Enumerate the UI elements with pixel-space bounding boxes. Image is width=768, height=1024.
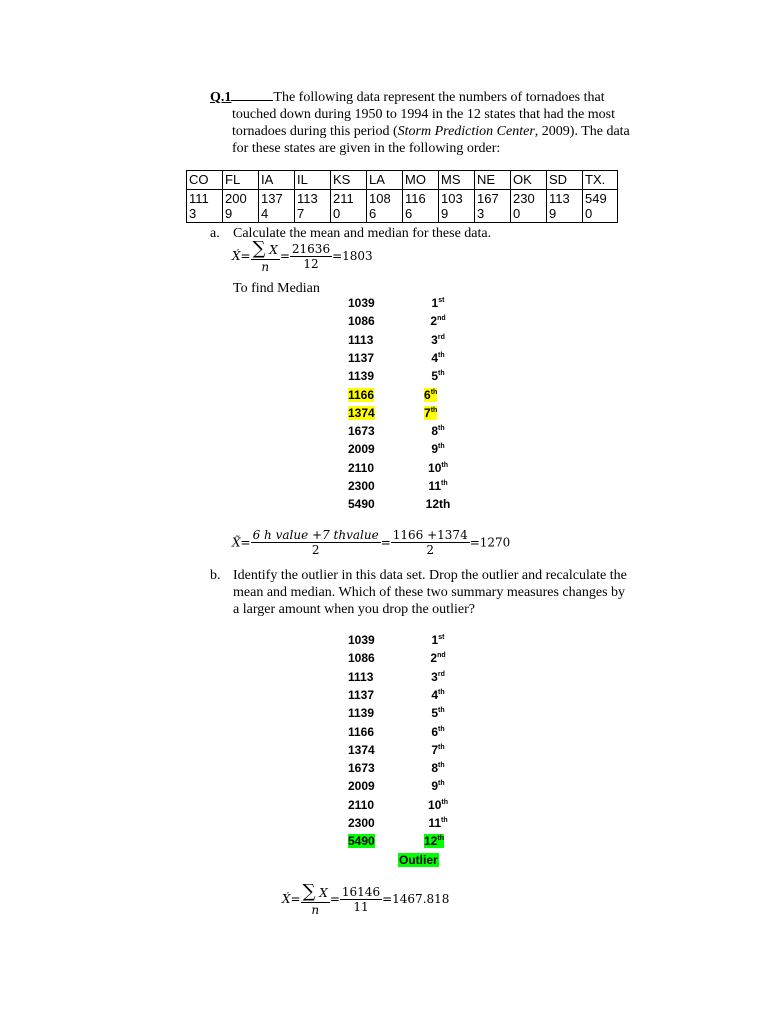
equals: = (240, 535, 251, 550)
count-value: 11 (353, 899, 369, 914)
source-citation: Storm Prediction Center (397, 124, 535, 139)
state-value-top: 113 (549, 191, 570, 206)
median-result: =1270 (469, 535, 511, 550)
rank-ordinal (418, 761, 458, 775)
rank-value: 2009 (348, 779, 375, 794)
rank-value: 1113 (348, 332, 374, 347)
state-header-cell: MS (439, 171, 475, 190)
state-header-cell: KS (331, 171, 367, 190)
state-value-cell (583, 190, 618, 223)
highlighted-value: 5490 (348, 834, 375, 849)
rank-value: 1113 (348, 669, 374, 684)
state-value-cell (367, 190, 403, 223)
state-value-cell (511, 190, 547, 223)
rank-ordinal-number: 11 (428, 479, 442, 493)
equals: = (279, 249, 290, 263)
state-value-top: 116 (405, 191, 426, 206)
rank-ordinal-suffix: nd (437, 315, 446, 323)
rank-ordinal-suffix: th (438, 725, 445, 733)
rank-ordinal (418, 798, 458, 812)
rank-ordinal-number: 8 (431, 761, 439, 776)
state-value-top: 108 (369, 191, 391, 206)
state-value-bottom: 7 (297, 206, 305, 221)
rank-row (348, 688, 468, 705)
question-text-3a: tornadoes during this period ( (232, 124, 398, 139)
position-denominator: 2 (311, 543, 320, 557)
state-value-top: 137 (261, 191, 283, 206)
question-line-4: for these states are given in the following order: (232, 141, 501, 156)
state-header-cell: IA (259, 171, 295, 190)
mean-symbol: X́ (282, 892, 291, 906)
mean-result: =1803 (332, 249, 373, 263)
rank-ordinal (418, 333, 458, 347)
rank-row (348, 333, 468, 350)
rank-ordinal-number: 1 (431, 296, 439, 310)
outlier-label: Outlier (399, 852, 438, 867)
rank-ordinal-number: 5 (431, 369, 439, 384)
rank-ordinal (418, 351, 458, 365)
state-value-bottom: 6 (405, 206, 413, 221)
sigma-symbol: ∑ (302, 881, 316, 902)
rank-ordinal-number: 11 (428, 816, 442, 830)
rank-ordinal-number: 2 (430, 651, 438, 666)
sum-value: 16146 (341, 884, 381, 899)
rank-value: 1673 (348, 761, 375, 776)
state-value-bottom: 9 (225, 206, 233, 221)
rank-row (348, 798, 468, 815)
state-value-cell (259, 190, 295, 223)
rank-row (348, 424, 468, 441)
state-value-bottom: 0 (513, 206, 521, 221)
rank-ordinal (424, 388, 437, 402)
sum-variable: X (269, 243, 278, 257)
rank-row (348, 816, 468, 833)
rank-ordinal-number: 2 (430, 314, 438, 329)
state-header-cell: IL (295, 171, 331, 190)
rank-ordinal (418, 461, 458, 475)
rank-ordinal (418, 424, 458, 438)
state-value-cell (547, 190, 583, 223)
median-formula (232, 528, 510, 568)
rank-value: 2110 (348, 797, 375, 812)
rank-row (348, 706, 468, 723)
sigma-symbol: ∑ (252, 238, 266, 259)
rank-value: 2110 (348, 460, 375, 475)
question-line-1 (210, 88, 680, 106)
rank-ordinal-number: 6 (424, 387, 431, 402)
state-value-top: 230 (513, 191, 535, 206)
median-symbol: X̃ (232, 535, 241, 550)
part-b-line-2: mean and median. Which of these two summary measures changes by (233, 585, 626, 600)
mean-symbol: X́ (232, 249, 241, 263)
state-value-top: 200 (225, 191, 247, 206)
rank-ordinal-suffix: nd (437, 652, 446, 660)
sorted-values-list-a (348, 296, 468, 516)
rank-value: 2300 (348, 479, 375, 493)
rank-ordinal-suffix: th (438, 762, 445, 770)
rank-row (348, 351, 468, 368)
state-value-bottom: 0 (333, 206, 341, 221)
rank-ordinal (418, 479, 458, 493)
equals: = (290, 892, 301, 906)
rank-ordinal (418, 442, 458, 456)
rank-ordinal (418, 779, 458, 793)
rank-value: 2009 (348, 442, 375, 457)
rank-ordinal (424, 406, 437, 420)
rank-row (348, 479, 468, 496)
rank-ordinal-suffix: st (438, 297, 445, 304)
state-value-bottom: 0 (585, 206, 593, 221)
part-b-line-3: a larger amount when you drop the outlier? (233, 602, 475, 617)
sum-fraction (301, 881, 330, 917)
rank-ordinal (418, 816, 458, 830)
rank-ordinal-number: 4 (431, 350, 439, 365)
rank-row (348, 388, 468, 405)
rank-value (348, 834, 375, 848)
state-header-cell: OK (511, 171, 547, 190)
question-line-2: touched down during 1950 to 1994 in the 12 states that had the most (232, 107, 616, 122)
value-fraction (290, 242, 332, 271)
highlighted-value: 1166 (348, 387, 375, 402)
rank-ordinal (418, 369, 458, 383)
median-denominator: 2 (426, 543, 435, 557)
rank-ordinal-suffix: th (438, 351, 445, 359)
rank-ordinal-suffix: rd (437, 333, 445, 341)
rank-ordinal-number: 8 (431, 424, 439, 439)
state-header-cell: LA (367, 171, 403, 190)
rank-value: 1137 (348, 350, 375, 365)
median-numerator: 1166 +1374 (392, 528, 468, 542)
state-value-top: 111 (189, 191, 209, 206)
rank-ordinal-suffix: th (441, 461, 448, 469)
rank-ordinal-suffix: th (441, 798, 448, 806)
states-value-row (187, 190, 618, 223)
rank-ordinal (418, 725, 458, 739)
rank-ordinal-suffix: th (430, 388, 438, 396)
rank-ordinal-suffix: th (438, 780, 445, 788)
part-b-line-1: Identify the outlier in this data set. Drop the outlier and recalculate the (233, 568, 627, 583)
rank-ordinal (418, 651, 458, 665)
state-value-top: 211 (333, 191, 354, 206)
rank-ordinal-number: 1 (431, 633, 439, 647)
sum-fraction (251, 238, 280, 274)
rank-ordinal-number: 3 (431, 669, 438, 684)
rank-value: 1086 (348, 651, 375, 666)
rank-row (348, 651, 468, 668)
position-numerator: 6 h value +7 thvalue (252, 528, 379, 542)
state-value-bottom: 6 (369, 206, 377, 221)
rank-ordinal-number: 3 (431, 332, 438, 347)
question-line-3 (210, 123, 680, 140)
rank-row (348, 725, 468, 742)
state-header-cell: TX. (583, 171, 618, 190)
rank-row (348, 369, 468, 386)
highlighted-value: 1374 (348, 405, 375, 420)
count-value: 12 (303, 256, 319, 271)
rank-ordinal (418, 670, 458, 684)
equals: = (380, 535, 391, 550)
rank-ordinal-number: 7 (431, 742, 439, 757)
question-label: Q.1 (210, 90, 232, 105)
state-header-cell: SD (547, 171, 583, 190)
rank-value: 2300 (348, 816, 375, 830)
question-text-1: The following data represent the numbers of tornadoes that (273, 90, 605, 105)
state-value-top: 167 (477, 191, 499, 206)
rank-ordinal (418, 688, 458, 702)
state-value-cell (223, 190, 259, 223)
rank-ordinal-suffix: th (438, 707, 445, 715)
state-value-bottom: 3 (477, 206, 485, 221)
rank-row (348, 406, 468, 423)
sum-denominator: n (261, 260, 270, 274)
rank-ordinal-number: 10 (428, 797, 442, 812)
states-table (186, 170, 618, 223)
rank-value: 1137 (348, 687, 375, 702)
rank-ordinal (424, 834, 444, 848)
rank-ordinal-number: 12 (424, 834, 438, 849)
sorted-values-list-b (348, 633, 468, 873)
rank-value: 1139 (348, 369, 375, 384)
rank-row (348, 461, 468, 478)
state-value-cell (403, 190, 439, 223)
rank-row (348, 834, 468, 851)
rank-ordinal (418, 633, 458, 647)
rank-ordinal (418, 497, 458, 511)
part-a-prompt: Calculate the mean and median for these data. (233, 226, 492, 241)
state-value-bottom: 3 (189, 206, 197, 221)
rank-ordinal-number: 9 (431, 442, 439, 457)
rank-ordinal-suffix: th (438, 443, 445, 451)
rank-row (348, 497, 468, 514)
state-value-bottom: 9 (549, 206, 557, 221)
question-text-3b: , 2009). The data (534, 124, 630, 139)
rank-row (348, 670, 468, 687)
value-fraction (340, 885, 382, 914)
state-value-top: 113 (297, 191, 318, 206)
state-header-cell: MO (403, 171, 439, 190)
rank-value: 1374 (348, 742, 375, 757)
median-label: To find Median (233, 281, 320, 296)
rank-row (348, 296, 468, 313)
answer-blank (231, 88, 273, 101)
state-header-cell: FL (223, 171, 259, 190)
state-value-cell (439, 190, 475, 223)
mean-formula-b (282, 881, 449, 921)
rank-value: 1166 (348, 724, 375, 739)
rank-ordinal (418, 743, 458, 757)
rank-value: 5490 (348, 497, 375, 512)
rank-row (348, 779, 468, 796)
rank-ordinal-suffix: th (438, 425, 445, 433)
rank-ordinal-number: 6 (431, 724, 439, 739)
rank-ordinal-suffix: st (438, 634, 445, 641)
part-b-prompt (233, 567, 693, 618)
position-fraction (251, 528, 381, 557)
sum-value: 21636 (291, 241, 331, 256)
rank-ordinal-suffix: th (438, 370, 445, 378)
rank-value (348, 388, 374, 402)
state-value-cell (295, 190, 331, 223)
state-value-top: 103 (441, 191, 463, 206)
rank-row (348, 633, 468, 650)
rank-ordinal-number: 12th (425, 497, 451, 512)
rank-ordinal-suffix: th (438, 743, 445, 751)
state-value-cell (331, 190, 367, 223)
rank-ordinal-suffix: rd (437, 670, 445, 678)
rank-value: 1039 (348, 296, 375, 310)
state-value-cell (187, 190, 223, 223)
rank-ordinal (418, 314, 458, 328)
part-b-marker: b. (210, 568, 221, 583)
state-value-bottom: 4 (261, 206, 269, 221)
rank-row (348, 761, 468, 778)
rank-ordinal-number: 7 (424, 405, 431, 420)
rank-ordinal-number: 10 (428, 460, 442, 475)
rank-ordinal-suffix: th (441, 817, 448, 824)
rank-ordinal-suffix: th (437, 835, 444, 843)
states-header-row (187, 171, 618, 190)
state-value-top: 549 (585, 191, 607, 206)
rank-value: 1086 (348, 314, 375, 329)
mean-formula-a (232, 238, 373, 278)
state-header-cell: NE (475, 171, 511, 190)
part-a-marker: a. (210, 226, 220, 241)
rank-row (348, 743, 468, 760)
rank-value: 1673 (348, 424, 375, 439)
rank-ordinal-suffix: th (430, 406, 438, 414)
rank-ordinal-number: 5 (431, 706, 439, 721)
rank-value (348, 406, 375, 420)
rank-ordinal (418, 296, 458, 310)
state-value-bottom: 9 (441, 206, 449, 221)
state-header-cell: CO (187, 171, 223, 190)
equals: = (329, 892, 340, 906)
rank-ordinal-number: 4 (431, 687, 439, 702)
rank-value: 1039 (348, 633, 375, 647)
rank-ordinal (418, 706, 458, 720)
equals: = (240, 249, 251, 263)
rank-row (348, 314, 468, 331)
median-value-fraction (391, 528, 470, 557)
rank-value: 1139 (348, 706, 375, 721)
sum-variable: X (319, 886, 328, 900)
rank-ordinal-number: 9 (431, 779, 439, 794)
mean-result: =1467.818 (382, 892, 450, 906)
rank-row (348, 442, 468, 459)
rank-ordinal-suffix: th (438, 688, 445, 696)
rank-ordinal-suffix: th (441, 480, 448, 487)
question-intro (210, 88, 680, 157)
sum-denominator: n (311, 903, 320, 917)
state-value-cell (475, 190, 511, 223)
